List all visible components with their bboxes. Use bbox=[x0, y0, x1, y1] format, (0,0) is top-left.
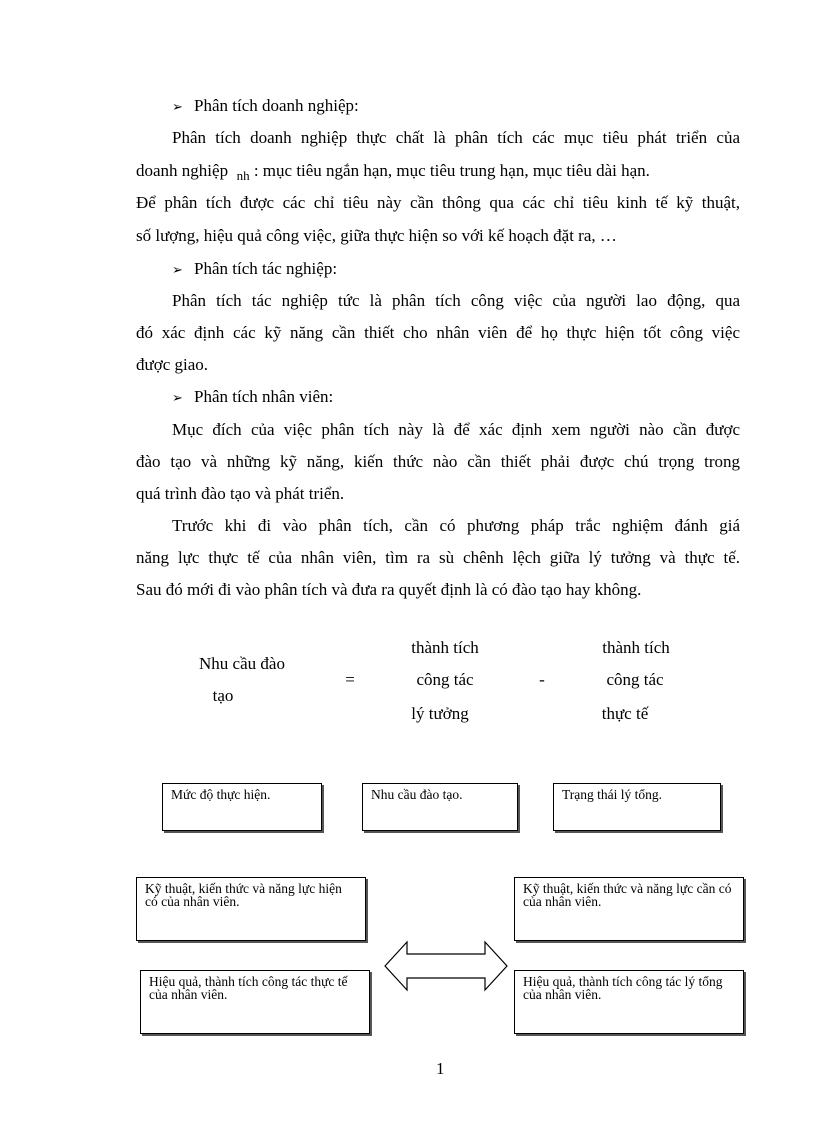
paragraph-line: được giao. bbox=[136, 355, 209, 374]
paragraph-line: Mục đích của việc phân tích này là để xác định xem người nào cần được bbox=[172, 420, 740, 439]
heading-text: Phân tích tác nghiệp: bbox=[194, 259, 338, 278]
equation-lhs-line1: Nhu cầu đào bbox=[199, 654, 285, 673]
paragraph-line: năng lực thực tế của nhân viên, tìm ra sù chênh lệch giữa lý tưởng và thực tế. bbox=[136, 548, 740, 567]
bullet-arrow-icon: ➢ bbox=[172, 391, 183, 406]
paragraph-line: quá trình đào tạo và phát triển. bbox=[136, 484, 345, 503]
paragraph-line: Phân tích tác nghiệp tức là phân tích công việc của người lao động, qua bbox=[172, 291, 740, 310]
box-required-skills: Kỹ thuật, kiến thức và năng lực cần có của nhân viên. bbox=[514, 877, 744, 941]
paragraph-line: số lượng, hiệu quả công việc, giữa thực hiện so với kế hoạch đặt ra, … bbox=[136, 226, 617, 245]
section-heading-enterprise-analysis bbox=[172, 95, 359, 119]
equation-minus-sign: - bbox=[539, 670, 545, 689]
heading-text: Phân tích doanh nghiệp: bbox=[194, 96, 359, 115]
page-number: 1 bbox=[436, 1059, 445, 1078]
box-ideal-results: Hiệu quả, thành tích công tác lý tổng của nhân viên. bbox=[514, 970, 744, 1034]
equation-actual-line3: thực tế bbox=[601, 704, 649, 723]
equation-ideal-line1: thành tích bbox=[411, 638, 479, 657]
paragraph-line: đào tạo và những kỹ năng, kiến thức nào cần thiết phải được chú trọng trong bbox=[136, 452, 740, 471]
equation-ideal-line2: công tác bbox=[416, 670, 474, 689]
bullet-arrow-icon: ➢ bbox=[172, 100, 183, 115]
paragraph-line: Để phân tích được các chỉ tiêu này cần thông qua các chỉ tiêu kinh tế kỹ thuật, bbox=[136, 193, 740, 212]
equation-lhs-line2: tạo bbox=[212, 686, 234, 705]
box-training-need: Nhu cầu đào tạo. bbox=[362, 783, 518, 831]
equation-actual-line1: thành tích bbox=[602, 638, 670, 657]
section-heading-task-analysis bbox=[172, 258, 337, 282]
paragraph-line: Sau đó mới đi vào phân tích và đưa ra quyết định là có đào tạo hay không. bbox=[136, 580, 642, 599]
box-performance-level: Mức độ thực hiện. bbox=[162, 783, 322, 831]
bullet-arrow-icon: ➢ bbox=[172, 263, 183, 278]
double-arrow-icon bbox=[383, 940, 509, 992]
box-actual-results: Hiệu quả, thành tích công tác thực tế của nhân viên. bbox=[140, 970, 370, 1034]
equation-equals-sign: = bbox=[345, 670, 355, 689]
box-ideal-state: Trạng thái lý tổng. bbox=[553, 783, 721, 831]
section-heading-employee-analysis bbox=[172, 386, 333, 410]
equation-actual-line2: công tác bbox=[606, 670, 664, 689]
stray-text: nh bbox=[236, 168, 250, 183]
box-current-skills: Kỹ thuật, kiến thức và năng lực hiện có của nhân viên. bbox=[136, 877, 366, 941]
equation-ideal-line3: lý tưởng bbox=[411, 704, 469, 723]
heading-text: Phân tích nhân viên: bbox=[194, 387, 334, 406]
paragraph-line: Trước khi đi vào phân tích, cần có phương pháp trắc nghiệm đánh giá bbox=[172, 516, 740, 535]
paragraph-line: Phân tích doanh nghiệp thực chất là phân tích các mục tiêu phát triển của bbox=[172, 128, 740, 147]
paragraph-line: đó xác định các kỹ năng cần thiết cho nhân viên để họ thực hiện tốt công việc bbox=[136, 323, 740, 342]
paragraph-line: doanh nghiệp $_{nh}$ : mục tiêu ngắn hạn, mục tiêu trung hạn, mục tiêu dài hạn. bbox=[136, 161, 650, 183]
